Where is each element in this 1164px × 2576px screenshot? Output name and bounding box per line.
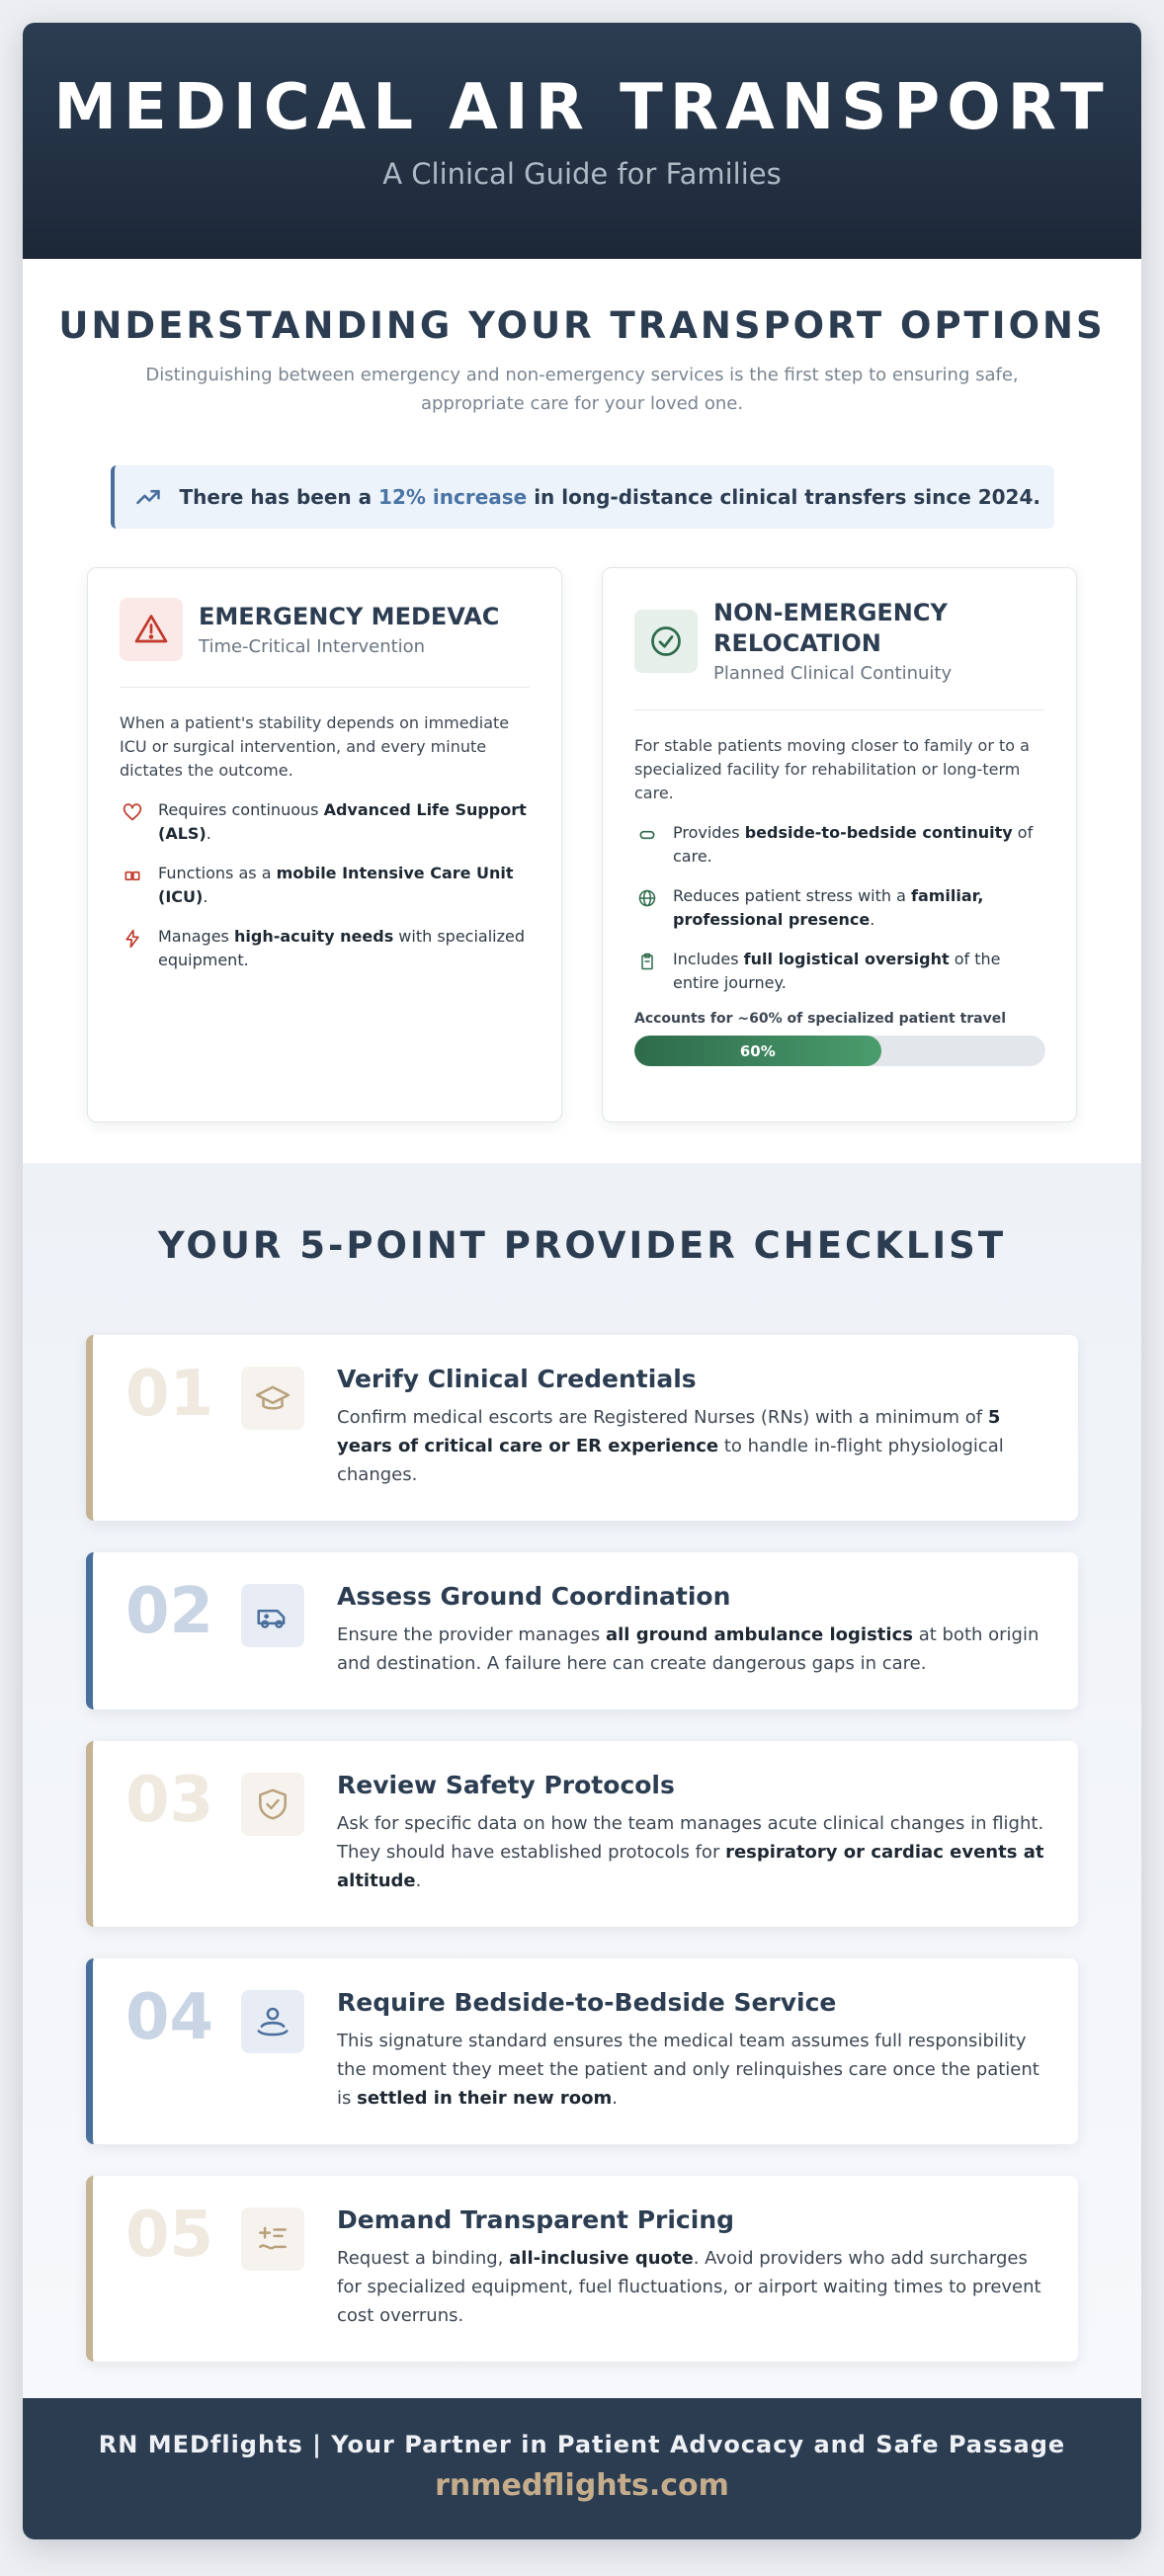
- nonemergency-bullet: [634, 948, 1044, 995]
- step-icon-box: [241, 1990, 304, 2053]
- step-text-part: to handle in-flight physiological changes.: [337, 1436, 1004, 1485]
- bullet-text: Manages: [158, 927, 234, 946]
- step-text-part: at both origin and destination. A failure here can create dangerous gaps in care.: [337, 1624, 1039, 1674]
- intro-section: [23, 259, 1141, 418]
- share-progress-bar: [634, 1036, 1045, 1066]
- step-text: [337, 1403, 1053, 1489]
- bullet-bold: high-acuity needs: [233, 927, 394, 946]
- step-number: 05: [125, 2199, 214, 2272]
- bullet-text: Reduces patient stress with a: [673, 886, 911, 905]
- bullet-text: Requires continuous: [158, 800, 324, 819]
- step-number: 03: [125, 1764, 214, 1837]
- emergency-bullet: [120, 862, 530, 909]
- nonemergency-bullet: [634, 884, 1044, 932]
- bullet-bold: full logistical oversight: [743, 950, 950, 968]
- hero-header: [23, 23, 1141, 259]
- shield-check-icon: [254, 1786, 291, 1823]
- nonemergency-card: [602, 567, 1077, 1122]
- step-text: [337, 1620, 1053, 1678]
- stat-callout: [111, 465, 1054, 529]
- nonemergency-card-header: [634, 598, 1044, 710]
- bullet-text: of the entire journey.: [673, 950, 1001, 992]
- step-text-part: . Avoid providers who add surcharges for specialized equipment, fuel fluctuations, or airport waiting times to prevent cost overruns.: [337, 2248, 1041, 2326]
- checklist-step: [86, 1552, 1078, 1709]
- step-text-bold: all-inclusive quote: [509, 2248, 694, 2269]
- checklist-step: [86, 1741, 1078, 1927]
- transport-options: [87, 567, 1077, 1122]
- nonemergency-title: NON-EMERGENCY RELOCATION: [713, 599, 948, 657]
- checklist-heading: YOUR 5-POINT PROVIDER CHECKLIST: [157, 1224, 1007, 1267]
- bullet-bold: Advanced Life Support (ALS): [158, 800, 527, 843]
- emergency-bullet: [120, 925, 530, 972]
- ambulance-icon: [254, 1597, 291, 1634]
- bullet-text: Includes: [673, 950, 744, 968]
- warning-icon: [133, 612, 169, 647]
- infographic-page: [23, 23, 1141, 2539]
- bullet-bold: mobile Intensive Care Unit (ICU): [158, 864, 514, 906]
- emergency-bullets: [120, 798, 530, 972]
- bullet-text: of care.: [673, 823, 1034, 866]
- bed-icon: [637, 825, 657, 845]
- nonemergency-icon-box: [634, 610, 698, 673]
- caregiver-icon: [254, 2003, 291, 2040]
- step-text-bold: all ground ambulance logistics: [605, 1624, 913, 1645]
- stat-highlight: 12% increase: [378, 485, 528, 509]
- bullet-text: .: [206, 824, 211, 843]
- emergency-bullet: [120, 798, 530, 846]
- emergency-card: [87, 567, 562, 1122]
- step-text-bold: respiratory or cardiac events at altitude: [337, 1842, 1044, 1891]
- bullet-text: Provides: [673, 823, 745, 842]
- globe-icon: [637, 888, 657, 908]
- bullet-text: .: [203, 887, 208, 906]
- footer-tagline: RN MEDflights | Your Partner in Patient Advocacy and Safe Passage: [98, 2431, 1066, 2458]
- checklist-step: [86, 1958, 1078, 2144]
- bullet-text: Functions as a: [158, 864, 277, 882]
- step-text-part: .: [415, 1870, 422, 1891]
- check-circle-icon: [648, 623, 684, 659]
- share-progress-fill: 60%: [634, 1036, 881, 1066]
- footer: [23, 2398, 1141, 2539]
- step-text-part: This signature standard ensures the medical team assumes full responsibility the moment they meet the patient and only relinquishes care once the patient is: [337, 2031, 1039, 2109]
- emergency-description: When a patient's stability depends on immediate ICU or surgical intervention, and every minute dictates the outcome.: [120, 713, 510, 780]
- step-text-part: .: [612, 2088, 618, 2109]
- stat-text: [180, 485, 1041, 509]
- footer-url-link[interactable]: rnmedflights.com: [435, 2468, 729, 2503]
- emergency-icon-box: [120, 598, 183, 661]
- lightning-icon: [123, 929, 142, 949]
- step-text-part: Ask for specific data on how the team manages acute clinical changes in flight. They should have established protocols for: [337, 1813, 1044, 1863]
- trend-up-icon: [134, 483, 162, 511]
- step-text-bold: 5 years of critical care or ER experience: [337, 1407, 1001, 1456]
- step-icon-box: [241, 2207, 304, 2271]
- provider-checklist: [23, 1163, 1141, 2398]
- monitor-icon: [123, 866, 142, 885]
- bullet-bold: familiar, professional presence: [673, 886, 984, 929]
- bullet-text: with specialized equipment.: [158, 927, 526, 969]
- step-icon-box: [241, 1367, 304, 1430]
- checklist-step: [86, 2176, 1078, 2362]
- step-number: 02: [125, 1575, 214, 1648]
- bullet-bold: bedside-to-bedside continuity: [744, 823, 1013, 842]
- nonemergency-description: For stable patients moving closer to family or to a specialized facility for rehabilitation or long-term care.: [634, 736, 1030, 802]
- emergency-subtitle: Time-Critical Intervention: [199, 636, 426, 657]
- step-icon-box: [241, 1584, 304, 1647]
- step-text-part: Confirm medical escorts are Registered Nurses (RNs) with a minimum of: [337, 1407, 988, 1428]
- checklist-step: [86, 1335, 1078, 1521]
- step-text: [337, 2244, 1053, 2330]
- nonemergency-bullets: [634, 821, 1044, 995]
- clipboard-icon: [637, 952, 657, 971]
- page-title: MEDICAL AIR TRANSPORT: [53, 71, 1111, 144]
- intro-heading: UNDERSTANDING YOUR TRANSPORT OPTIONS: [58, 304, 1106, 347]
- nonemergency-bullet: [634, 821, 1044, 869]
- heart-icon: [123, 802, 142, 822]
- stat-suffix: in long-distance clinical transfers since 2024.: [527, 485, 1040, 509]
- step-title: Demand Transparent Pricing: [337, 2205, 735, 2234]
- graduation-cap-icon: [254, 1379, 291, 1417]
- step-title: Assess Ground Coordination: [337, 1582, 731, 1611]
- step-title: Require Bedside-to-Bedside Service: [337, 1988, 837, 2017]
- step-text-bold: settled in their new room: [357, 2088, 613, 2109]
- nonemergency-subtitle: Planned Clinical Continuity: [713, 663, 953, 684]
- stat-prefix: There has been a: [179, 485, 379, 509]
- step-text: [337, 2027, 1053, 2113]
- bullet-text: .: [870, 910, 875, 929]
- step-title: Verify Clinical Credentials: [337, 1365, 697, 1393]
- intro-text: Distinguishing between emergency and non-emergency services is the first step to ensuring safe, appropriate care for your loved one.: [145, 365, 1019, 414]
- step-text-part: Ensure the provider manages: [337, 1624, 606, 1645]
- pricing-icon: [254, 2220, 291, 2258]
- emergency-card-header: [120, 598, 530, 688]
- share-bar-label: Accounts for ~60% of specialized patient travel: [634, 1011, 1007, 1027]
- emergency-title: EMERGENCY MEDEVAC: [199, 603, 500, 630]
- step-text: [337, 1809, 1053, 1895]
- step-number: 04: [125, 1981, 214, 2054]
- step-icon-box: [241, 1773, 304, 1836]
- page-subtitle: A Clinical Guide for Families: [382, 157, 782, 191]
- step-title: Review Safety Protocols: [337, 1771, 675, 1799]
- step-number: 01: [125, 1358, 214, 1431]
- step-text-part: Request a binding,: [337, 2248, 510, 2269]
